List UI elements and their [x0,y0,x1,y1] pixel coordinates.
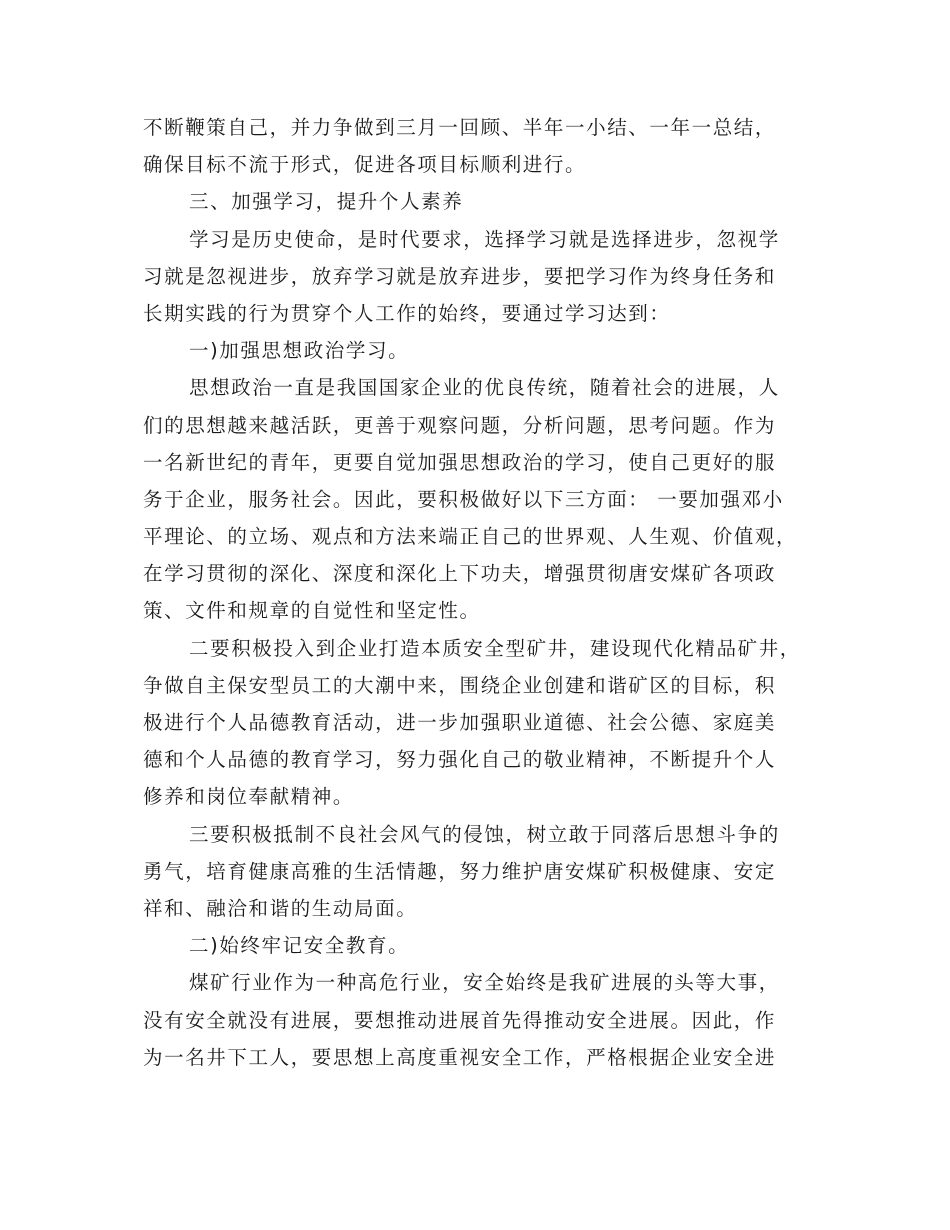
text-line: 思想政治一直是我国国家企业的优良传统，随着社会的进展，人 [189,376,780,400]
text-line: 长期实践的行为贯穿个人工作的始终，要通过学习达到： [143,301,671,325]
text-line: 祥和、融洽和谐的生动局面。 [143,896,418,920]
text-line: 一名新世纪的青年，更要自觉加强思想政治的学习，使自己更好的服 [143,450,777,474]
text-line: 二要积极投入到企业打造本质安全型矿井，建设现代化精品矿井， [189,636,801,660]
text-line: 争做自主保安型员工的大潮中来，围绕企业创建和谐矿区的目标，积 [143,673,777,697]
text-line: 确保目标不流于形式，促进各项目标顺利进行。 [143,153,587,177]
text-line: 不断鞭策自己，并力争做到三月一回顾、半年一小结、一年一总结， [143,116,777,139]
text-line: 们的思想越来越活跃，更善于观察问题，分析问题，思考问题。作为 [143,413,777,437]
text-line: 勇气，培育健康高雅的生活情趣，努力维护唐安煤矿积极健康、安定 [143,859,777,883]
text-line: 策、文件和规章的自觉性和坚定性。 [143,599,481,623]
document-body [143,109,807,1076]
text-line: 没有安全就没有进展，要想推动进展首先得推动安全进展。因此，作 [143,1008,777,1032]
text-line: 煤矿行业作为一种高危行业，安全始终是我矿进展的头等大事， [189,971,780,995]
text-line: 在学习贯彻的深化、深度和深化上下功夫，增强贯彻唐安煤矿各项政 [143,562,777,586]
section-heading: 三、加强学习，提升个人素养 [189,190,464,214]
text-line: 学习是历史使命，是时代要求，选择学习就是选择进步，忽视学 [189,227,780,251]
subsection-heading: 一)加强思想政治学习。 [189,339,410,363]
text-line: 习就是忽视进步，放弃学习就是放弃进步，要把学习作为终身任务和 [143,264,777,288]
text-line: 德和个人品德的教育学习，努力强化自己的敬业精神，不断提升个人 [143,748,777,772]
text-line: 务于企业，服务社会。因此，要积极做好以下三方面： 一要加强邓小 [143,487,784,511]
text-line: 平理论、的立场、观点和方法来端正自己的世界观、人生观、价值观， [143,525,798,549]
text-line: 极进行个人品德教育活动，进一步加强职业道德、社会公德、家庭美 [143,711,777,734]
subsection-heading: 二)始终牢记安全教育。 [189,934,410,958]
text-line: 为一名井下工人，要思想上高度重视安全工作，严格根据企业安全进 [143,1045,777,1069]
text-line: 修养和岗位奉献精神。 [143,785,355,809]
text-line: 三要积极抵制不良社会风气的侵蚀，树立敢于同落后思想斗争的 [189,822,780,846]
